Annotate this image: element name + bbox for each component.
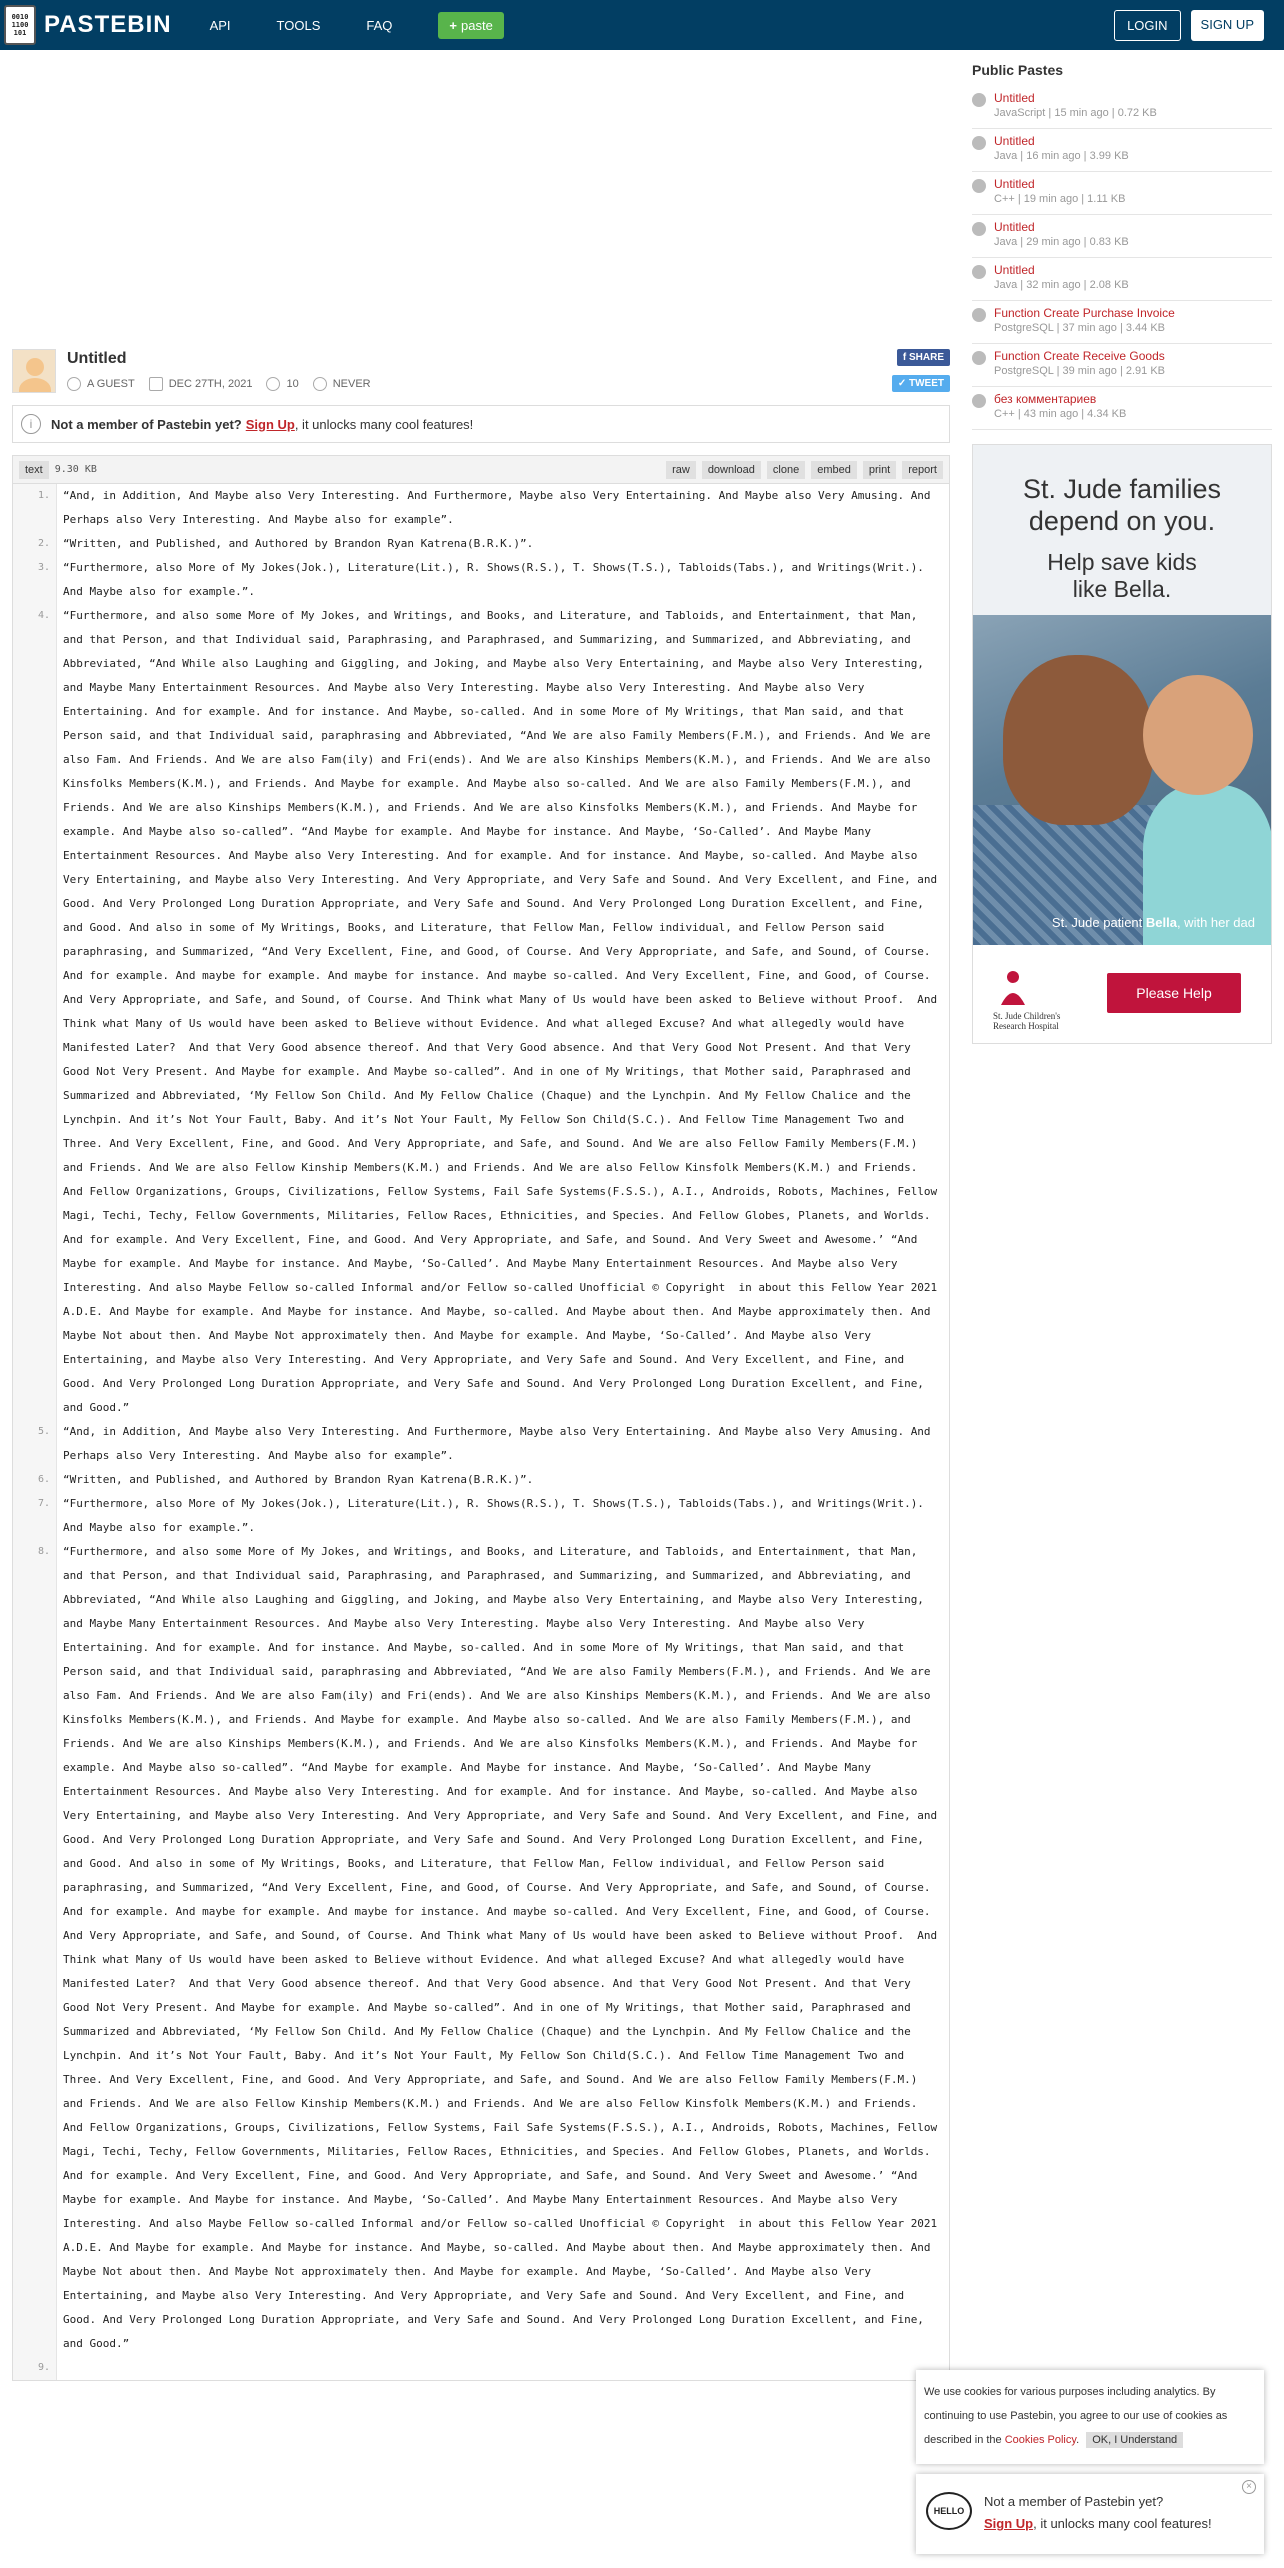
public-paste-title[interactable]: Untitled xyxy=(994,263,1035,277)
public-paste-meta: PostgreSQL | 37 min ago | 3.44 KB xyxy=(994,322,1166,334)
new-paste-label: paste xyxy=(461,17,493,33)
raw-button[interactable]: raw xyxy=(666,461,696,479)
logo-icon xyxy=(4,5,36,45)
main-nav xyxy=(210,18,439,33)
globe-icon xyxy=(972,179,986,193)
logo-line: 0010 xyxy=(11,13,29,21)
ad-footer xyxy=(973,945,1272,1044)
public-paste-meta: C++ | 43 min ago | 4.34 KB xyxy=(994,408,1127,420)
cookie-notice xyxy=(916,2370,1264,2464)
ad-caption xyxy=(973,915,1271,930)
download-button[interactable]: download xyxy=(702,461,761,479)
line-text: “Furthermore, also More of My Jokes(Jok.), Literature(Lit.), R. Shows(R.S.), T. Shows(T.S.), Tabloids(Tabs.), and Writings(Writ.). And Maybe also for example.”. xyxy=(63,1497,931,1534)
line-text xyxy=(57,2356,949,2380)
line-number: 4. xyxy=(13,604,57,1420)
code-line xyxy=(13,484,949,532)
tweet-button[interactable] xyxy=(892,375,950,392)
line-text: “And, in Addition, And Maybe also Very Interesting. And Furthermore, Maybe also Very Entertaining. And Maybe also Very Amusing. And Perhaps also Very Interesting. And Maybe also for example”. xyxy=(63,489,938,526)
notice-signup-link[interactable]: Sign Up xyxy=(245,416,295,432)
signup-promo xyxy=(916,2474,1264,2554)
public-paste-meta: Java | 16 min ago | 3.99 KB xyxy=(994,150,1129,162)
logo-line: 1100 xyxy=(11,21,29,29)
ad-caption-post: , with her dad xyxy=(1176,915,1255,930)
ad-subheadline xyxy=(973,549,1271,603)
public-paste-meta: Java | 32 min ago | 2.08 KB xyxy=(994,279,1129,291)
hello-bubble-icon: HELLO xyxy=(926,2492,972,2530)
ad-sub-line: Help save kids xyxy=(1047,549,1197,575)
st-jude-logo-icon xyxy=(993,967,1033,1007)
paste-expiry: NEVER xyxy=(332,378,371,390)
paste-toolbar xyxy=(12,455,950,483)
ad-headline-line: depend on you. xyxy=(1028,506,1216,536)
cookie-text: We use cookies for various purposes including analytics. By continuing to use Pastebin, you agree to our use of cookies as described in the xyxy=(924,2386,1228,2446)
member-notice xyxy=(12,405,950,443)
line-number: 8. xyxy=(13,1540,57,2356)
line-number: 9. xyxy=(13,2356,57,2380)
paste-meta xyxy=(67,377,385,391)
logo[interactable] xyxy=(4,5,172,45)
signup-button[interactable]: SIGN UP xyxy=(1191,10,1264,41)
line-number: 7. xyxy=(13,1492,57,1540)
sidebar-ad[interactable] xyxy=(972,444,1272,1044)
avatar xyxy=(12,349,56,393)
public-paste-item[interactable] xyxy=(972,86,1272,129)
public-paste-meta: PostgreSQL | 39 min ago | 2.91 KB xyxy=(994,365,1166,377)
promo-text: Not a member of Pastebin yet? xyxy=(984,2494,1164,2509)
ad-logo-line: St. Jude Children's xyxy=(993,1011,1061,1021)
paste-author[interactable]: A GUEST xyxy=(87,378,135,390)
public-paste-item[interactable] xyxy=(972,172,1272,215)
paste-title: Untitled xyxy=(67,350,127,367)
share-label: SHARE xyxy=(908,352,944,363)
code-line xyxy=(13,1540,949,2356)
report-button[interactable]: report xyxy=(902,461,943,479)
ad-caption-pre: St. Jude patient xyxy=(1051,915,1146,930)
line-number: 1. xyxy=(13,484,57,532)
globe-icon xyxy=(972,93,986,107)
line-number: 2. xyxy=(13,532,57,556)
public-paste-item[interactable] xyxy=(972,387,1272,430)
line-text: “Written, and Published, and Authored by Brandon Ryan Katrena(B.R.K.)”. xyxy=(63,1473,534,1486)
sidebar xyxy=(972,50,1272,1044)
paste-header xyxy=(12,345,950,397)
line-number: 5. xyxy=(13,1420,57,1468)
globe-icon xyxy=(972,351,986,365)
public-paste-title[interactable]: Untitled xyxy=(994,177,1035,191)
globe-icon xyxy=(972,394,986,408)
paste-views: 10 xyxy=(286,378,299,390)
code-line xyxy=(13,604,949,1420)
syntax-badge[interactable]: text xyxy=(19,461,49,479)
notice-text: Not a member of Pastebin yet? xyxy=(51,416,242,432)
paste-date: DEC 27TH, 2021 xyxy=(168,378,253,390)
public-paste-item[interactable] xyxy=(972,215,1272,258)
public-paste-title[interactable]: Untitled xyxy=(994,220,1035,234)
code-line xyxy=(13,2356,949,2380)
please-help-button[interactable]: Please Help xyxy=(1107,973,1241,1013)
public-pastes-title: Public Pastes xyxy=(972,62,1064,78)
expiry-icon xyxy=(313,377,327,391)
plus-icon: + xyxy=(449,17,457,33)
ad-logo-text xyxy=(993,1011,1083,1031)
close-icon[interactable]: × xyxy=(1242,2480,1256,2494)
globe-icon xyxy=(972,308,986,322)
embed-button[interactable]: embed xyxy=(811,461,857,479)
promo-signup-link[interactable]: Sign Up xyxy=(984,2516,1034,2531)
line-text: “Furthermore, and also some More of My Jokes, and Writings, and Books, and Literature, and Tabloids, and Entertainment, that Man, and that Person, and that Individual said, Paraphrasing, and Paraphrased, and Summarizing, and Summarized, and Abbreviating, and Abbreviated, “And While also Laughing and Giggling, and Joking, and Maybe also Very Entertaining, and Maybe also Very Interesting, and Maybe Many Entertainment Resources. And Maybe also Very Interesting. Maybe also Very Interesting. And Maybe also Very Entertaining. And for example. And for instance. And Maybe, so-called. And in some More of My Writings, that Man said, and that Person said, and that Individual said, paraphrasing and Abbreviated, “And We are also Family Members(F.M.), and Friends. And We are also Fam. And Friends. And We are also Fam(ily) and Fri(ends). And We are also Kinships Members(K.M.), and Friends. And We are also Kinsfolks Members(K.M.), and Friends. And Maybe for example. And Maybe also so-called. And We are also Family Members(F.M.), and Friends. And We are also Kinships Members(K.M.), and Friends. And We are also Kinsfolks Members(K.M.), and Friends. And Maybe for example. And Maybe also so-called”. “And Maybe for example. And Maybe for instance. And Maybe, ‘So-Called’. And Maybe Many Entertainment Resources. And Maybe also Very Interesting. And for example. And for instance. And Maybe, so-called. And Maybe also Very Entertaining, and Maybe also Very Interesting. And Very Appropriate, and Very Safe and Sound. And Very Excellent, and Fine, and Good. And Very Prolonged Long Duration Appropriate, and Very Safe and Sound. And Very Prolonged Long Duration Excellent, and Fine, and Good. And also in some of My Writings, Books, and Literature, that Fellow Man, Fellow individual, and Fellow Person said paraphrasing, and Summarized, “And Very Excellent, Fine, and Good, of Course. And Very Appropriate, and Safe, and Sound, of Course. And for example. And maybe for example. And maybe for instance. And maybe so-called. And Very Excellent, Fine, and Good, of Course. And Very Appropriate, and Safe, and Sound, of Course. And Think what Many of Us would have been asked to Believe without Proof. And Think what Many of Us would have been asked to Believe without Evidence. And what alleged Excuse? And what allegedly would have Manifested Later? And that Very Good absence thereof. And that Very Good absence. And that Very Good Not Present. And that Very Good Not Very Present. And Maybe for example. And Maybe so-called”. And in one of My Writings, that Mother said, Paraphrased and Summarized and Abbreviated, ‘My Fellow Son Child. And My Fellow Chalice (Chaque) and the Lynchpin. And My Fellow Chalice and the Lynchpin. And it’s Not Your Fault, Baby. And it’s Not Your Fault, My Fellow Son Child(S.C.). And Fellow Time Management Two and Three. And Very Excellent, Fine, and Good. And Very Appropriate, and Safe, and Sound. And We are also Fellow Family Members(F.M.) and Friends. And We are also Fellow Kinship Members(K.M.) and Friends. And We are also Fellow Kinsfolk Members(K.M.) and Friends. And Fellow Organizations, Groups, Civilizations, Fellow Systems, Fail Safe Systems(F.S.S.), A.I., Androids, Robots, Machines, Fellow Magi, Techi, Techy, Fellow Governments, Militaries, Fellow Races, Ethnicities, and Species. And Fellow Globes, Planets, and Worlds. And for example. And Very Excellent, Fine, and Good. And Very Appropriate, and Safe, and Sound. And Very Sweet and Awesome.’ “And Maybe for example. And Maybe for instance. And Maybe, ‘So-Called’. And Maybe Many Entertainment Resources. And Maybe also Very Interesting. And also Maybe Fellow so-called Informal and/or Fellow so-called Unofficial © Copyright in about this Fellow Year 2021 A.D.E. And Maybe for example. And Maybe for instance. And Maybe, so-called. And Maybe about then. And Maybe approximately then. And Maybe Not about then. And Maybe Not approximately then. And Maybe for example. And Maybe, ‘So-Called’. And Maybe also Very Entertaining, and Maybe also Very Interesting. And Very Appropriate, and Very Safe and Sound. And Very Excellent, and Fine, and Good. And Very Prolonged Long Duration Appropriate, and Very Safe and Sound. And Very Prolonged Long Duration Excellent, and Fine, and Good.” xyxy=(63,609,944,1414)
globe-icon xyxy=(972,265,986,279)
public-paste-title[interactable]: Function Create Purchase Invoice xyxy=(994,306,1175,320)
line-text: “And, in Addition, And Maybe also Very Interesting. And Furthermore, Maybe also Very Entertaining. And Maybe also Very Amusing. And Perhaps also Very Interesting. And Maybe also for example”. xyxy=(63,1425,938,1462)
code-line xyxy=(13,532,949,556)
code-line xyxy=(13,556,949,604)
code-line xyxy=(13,1420,949,1468)
public-paste-title[interactable]: Function Create Receive Goods xyxy=(994,349,1165,363)
paste-main xyxy=(12,345,950,2381)
user-icon xyxy=(67,377,81,391)
nav-api[interactable]: API xyxy=(209,17,231,33)
line-text: “Furthermore, also More of My Jokes(Jok.), Literature(Lit.), R. Shows(R.S.), T. Shows(T.S.), Tabloids(Tabs.), and Writings(Writ.). And Maybe also for example.”. xyxy=(63,561,931,598)
line-number: 6. xyxy=(13,1468,57,1492)
public-paste-item[interactable] xyxy=(972,301,1272,344)
cookie-ok-button[interactable]: OK, I Understand xyxy=(1086,2432,1183,2448)
ad-headline-line: St. Jude families xyxy=(1022,474,1222,504)
promo-rest: , it unlocks many cool features! xyxy=(1033,2516,1212,2531)
code-line xyxy=(13,1468,949,1492)
logo-text: PASTEBIN xyxy=(44,11,172,38)
code-line xyxy=(13,1492,949,1540)
globe-icon xyxy=(972,136,986,150)
cookies-policy-link[interactable]: Cookies Policy xyxy=(1004,2434,1077,2446)
ad-logo-line: Research Hospital xyxy=(993,1021,1059,1031)
clone-button[interactable]: clone xyxy=(767,461,805,479)
globe-icon xyxy=(972,222,986,236)
public-paste-title[interactable]: без комментариев xyxy=(994,392,1097,406)
paste-size: 9.30 KB xyxy=(54,464,97,475)
print-button[interactable]: print xyxy=(863,461,896,479)
new-paste-button[interactable] xyxy=(438,12,503,39)
public-paste-title[interactable]: Untitled xyxy=(994,91,1035,105)
notice-rest: , it unlocks many cool features! xyxy=(294,416,474,432)
calendar-icon xyxy=(149,377,163,391)
ad-caption-name: Bella xyxy=(1145,915,1177,930)
facebook-icon: f xyxy=(902,352,907,363)
ad-headline xyxy=(973,473,1271,537)
info-icon: i xyxy=(21,414,41,434)
top-header xyxy=(0,0,1284,50)
logo-line: 101 xyxy=(13,29,27,37)
line-text: “Written, and Published, and Authored by Brandon Ryan Katrena(B.R.K.)”. xyxy=(63,537,534,550)
line-text: “Furthermore, and also some More of My Jokes, and Writings, and Books, and Literature, and Tabloids, and Entertainment, that Man, and that Person, and that Individual said, Paraphrasing, and Paraphrased, and Summarizing, and Summarized, and Abbreviating, and Abbreviated, “And While also Laughing and Giggling, and Joking, and Maybe also Very Entertaining, and Maybe also Very Interesting, and Maybe Many Entertainment Resources. And Maybe also Very Interesting. Maybe also Very Interesting. And Maybe also Very Entertaining. And for example. And for instance. And Maybe, so-called. And in some More of My Writings, that Man said, and that Person said, and that Individual said, paraphrasing and Abbreviated, “And We are also Family Members(F.M.), and Friends. And We are also Fam. And Friends. And We are also Fam(ily) and Fri(ends). And We are also Kinships Members(K.M.), and Friends. And We are also Kinsfolks Members(K.M.), and Friends. And Maybe for example. And Maybe also so-called. And We are also Family Members(F.M.), and Friends. And We are also Kinships Members(K.M.), and Friends. And We are also Kinsfolks Members(K.M.), and Friends. And Maybe for example. And Maybe also so-called”. “And Maybe for example. And Maybe for instance. And Maybe, ‘So-Called’. And Maybe Many Entertainment Resources. And Maybe also Very Interesting. And for example. And for instance. And Maybe, so-called. And Maybe also Very Entertaining, and Maybe also Very Interesting. And Very Appropriate, and Very Safe and Sound. And Very Excellent, and Fine, and Good. And Very Prolonged Long Duration Appropriate, and Very Safe and Sound. And Very Prolonged Long Duration Excellent, and Fine, and Good. And also in some of My Writings, Books, and Literature, that Fellow Man, Fellow individual, and Fellow Person said paraphrasing, and Summarized, “And Very Excellent, Fine, and Good, of Course. And Very Appropriate, and Safe, and Sound, of Course. And for example. And maybe for example. And maybe for instance. And maybe so-called. And Very Excellent, Fine, and Good, of Course. And Very Appropriate, and Safe, and Sound, of Course. And Think what Many of Us would have been asked to Believe without Proof. And Think what Many of Us would have been asked to Believe without Evidence. And what alleged Excuse? And what allegedly would have Manifested Later? And that Very Good absence thereof. And that Very Good absence. And that Very Good Not Present. And that Very Good Not Very Present. And Maybe for example. And Maybe so-called”. And in one of My Writings, that Mother said, Paraphrased and Summarized and Abbreviated, ‘My Fellow Son Child. And My Fellow Chalice (Chaque) and the Lynchpin. And My Fellow Chalice and the Lynchpin. And it’s Not Your Fault, Baby. And it’s Not Your Fault, My Fellow Son Child(S.C.). And Fellow Time Management Two and Three. And Very Excellent, Fine, and Good. And Very Appropriate, and Safe, and Sound. And We are also Fellow Family Members(F.M.) and Friends. And We are also Fellow Kinship Members(K.M.) and Friends. And We are also Fellow Kinsfolk Members(K.M.) and Friends. And Fellow Organizations, Groups, Civilizations, Fellow Systems, Fail Safe Systems(F.S.S.), A.I., Androids, Robots, Machines, Fellow Magi, Techi, Techy, Fellow Governments, Militaries, Fellow Races, Ethnicities, and Species. And Fellow Globes, Planets, and Worlds. And for example. And Very Excellent, Fine, and Good. And Very Appropriate, and Safe, and Sound. And Very Sweet and Awesome.’ “And Maybe for example. And Maybe for instance. And Maybe, ‘So-Called’. And Maybe Many Entertainment Resources. And Maybe also Very Interesting. And also Maybe Fellow so-called Informal and/or Fellow so-called Unofficial © Copyright in about this Fellow Year 2021 A.D.E. And Maybe for example. And Maybe for instance. And Maybe, so-called. And Maybe about then. And Maybe approximately then. And Maybe Not about then. And Maybe Not approximately then. And Maybe for example. And Maybe, ‘So-Called’. And Maybe also Very Entertaining, and Maybe also Very Interesting. And Very Appropriate, and Very Safe and Sound. And Very Excellent, and Fine, and Good. And Very Prolonged Long Duration Appropriate, and Very Safe and Sound. And Very Prolonged Long Duration Excellent, and Fine, and Good.” xyxy=(63,1545,944,2350)
nav-tools[interactable]: TOOLS xyxy=(276,17,321,33)
tweet-label: TWEET xyxy=(909,378,944,389)
eye-icon xyxy=(266,377,280,391)
line-number: 3. xyxy=(13,556,57,604)
public-paste-item[interactable] xyxy=(972,344,1272,387)
public-paste-meta: JavaScript | 15 min ago | 0.72 KB xyxy=(994,107,1157,119)
nav-faq[interactable]: FAQ xyxy=(366,17,393,33)
facebook-share-button[interactable] xyxy=(897,349,950,366)
promo-line-2 xyxy=(984,2516,1212,2531)
public-paste-item[interactable] xyxy=(972,129,1272,172)
twitter-icon: ✓ xyxy=(897,378,907,389)
public-paste-meta: Java | 29 min ago | 0.83 KB xyxy=(994,236,1129,248)
ad-photo xyxy=(973,615,1272,945)
code-block xyxy=(12,483,950,2381)
login-button[interactable]: LOGIN xyxy=(1114,10,1180,41)
public-paste-meta: C++ | 19 min ago | 1.11 KB xyxy=(994,193,1126,205)
public-paste-title[interactable]: Untitled xyxy=(994,134,1035,148)
public-paste-item[interactable] xyxy=(972,258,1272,301)
ad-sub-line: like Bella. xyxy=(1072,576,1172,602)
cookie-period: . xyxy=(1076,2434,1080,2446)
